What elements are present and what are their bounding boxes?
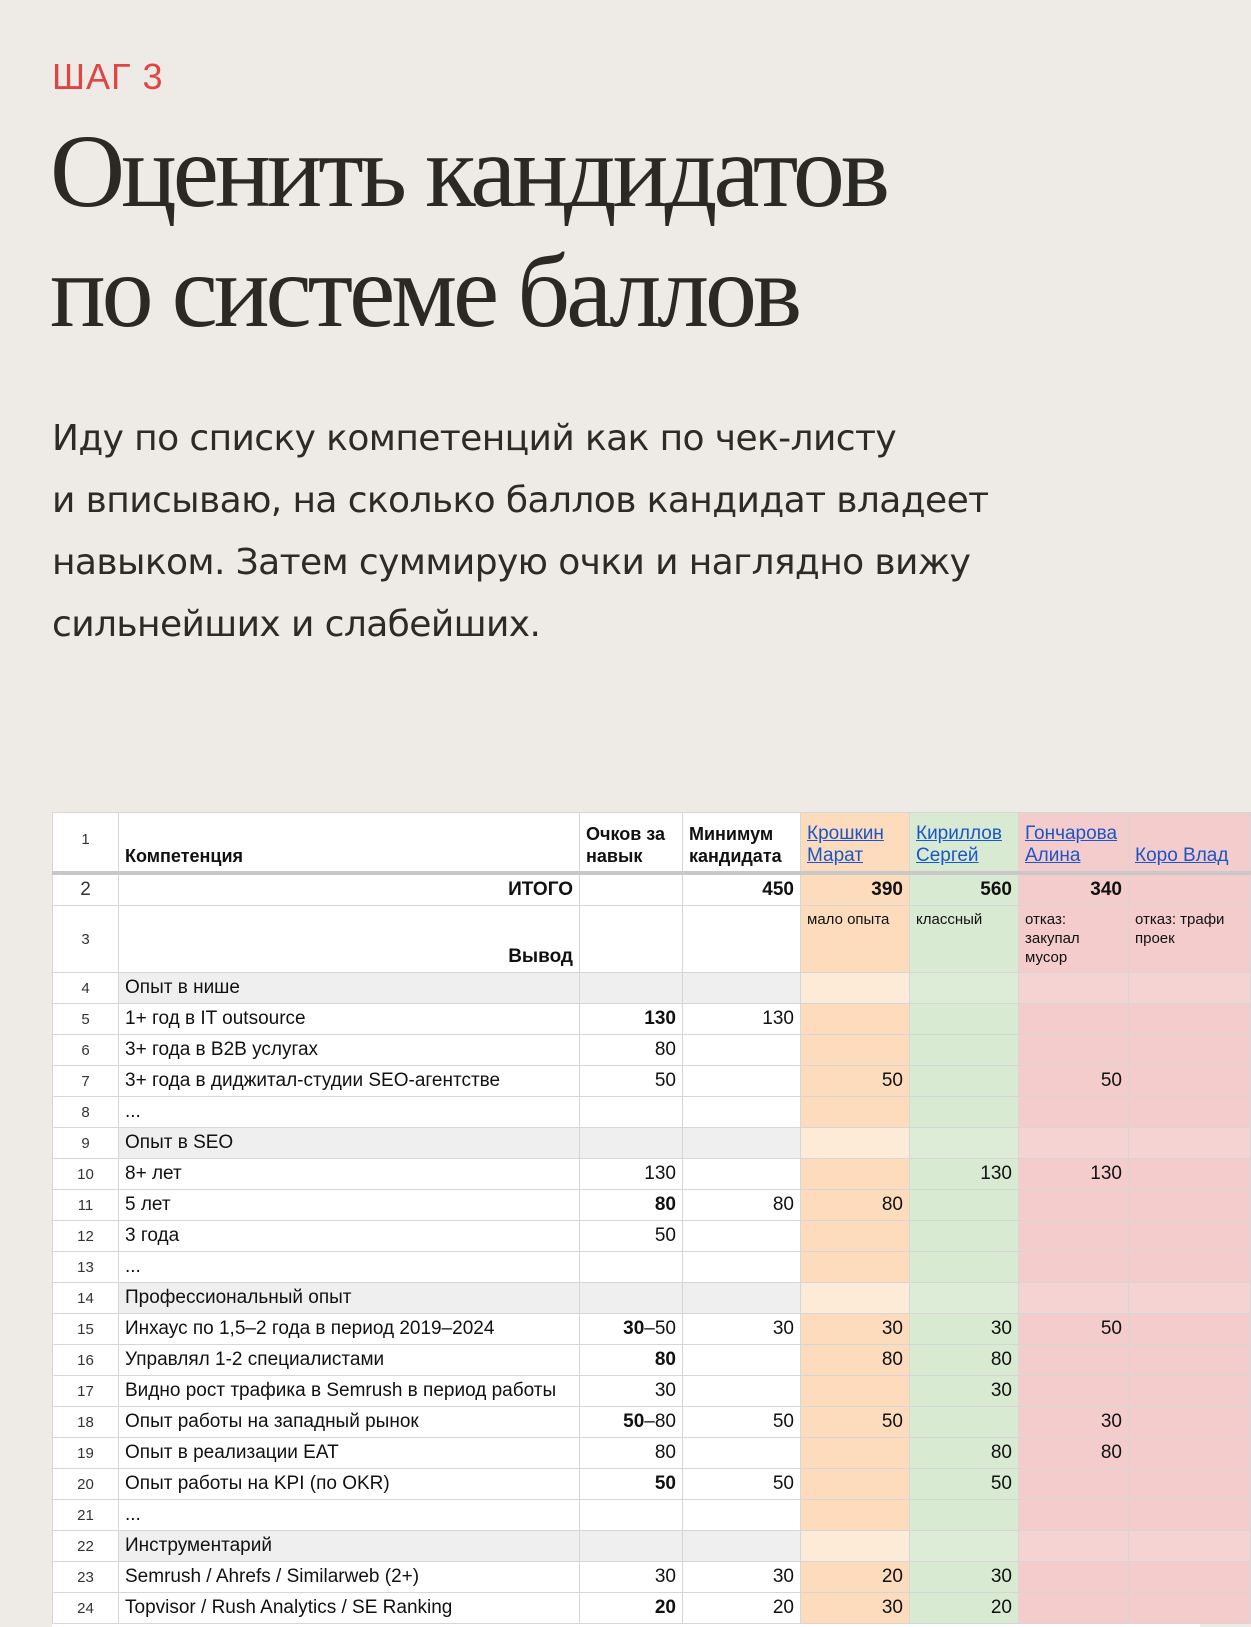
points-cell: 80 <box>580 1190 683 1221</box>
competence-row <box>53 1097 1251 1128</box>
section-title: Профессиональный опыт <box>119 1283 580 1314</box>
score-cell <box>910 1500 1019 1531</box>
total-score: 390 <box>801 873 910 906</box>
row-number: 4 <box>53 973 119 1004</box>
total-score <box>1129 873 1251 906</box>
score-cell <box>1129 1097 1251 1128</box>
score-cell <box>1129 1345 1251 1376</box>
score-cell <box>1129 1314 1251 1345</box>
scoring-spreadsheet <box>52 812 1229 1627</box>
competence-name: 1+ год в IT outsource <box>119 1004 580 1035</box>
points-cell: 80 <box>580 1438 683 1469</box>
header-candidate[interactable] <box>1129 813 1251 874</box>
minimum-cell <box>683 1438 801 1469</box>
candidate-link[interactable]: Крошкин Марат <box>807 823 884 866</box>
row-number: 17 <box>53 1376 119 1407</box>
score-cell: 50 <box>910 1469 1019 1500</box>
score-cell: 80 <box>1019 1438 1129 1469</box>
row-number: 20 <box>53 1469 119 1500</box>
minimum-cell <box>683 1345 801 1376</box>
row-number: 21 <box>53 1500 119 1531</box>
minimum-cell <box>683 973 801 1004</box>
points-cell <box>580 1097 683 1128</box>
competence-row <box>53 1004 1251 1035</box>
candidate-link[interactable]: Гончарова Алина <box>1025 823 1118 866</box>
section-title: Опыт в SEO <box>119 1128 580 1159</box>
row-number: 14 <box>53 1283 119 1314</box>
score-cell <box>1129 1562 1251 1593</box>
score-cell: 30 <box>910 1376 1019 1407</box>
minimum-cell: 30 <box>683 1314 801 1345</box>
score-cell <box>801 1376 910 1407</box>
competence-row <box>53 1190 1251 1221</box>
minimum-cell: 130 <box>683 1004 801 1035</box>
points-cell: 130 <box>580 1004 683 1035</box>
score-cell <box>1019 1469 1129 1500</box>
score-cell <box>1019 1376 1129 1407</box>
score-cell: 80 <box>910 1438 1019 1469</box>
score-cell <box>1129 1190 1251 1221</box>
score-cell <box>1019 1283 1129 1314</box>
minimum-cell <box>683 1097 801 1128</box>
score-cell <box>1129 1066 1251 1097</box>
score-cell <box>910 1531 1019 1562</box>
minimum-cell <box>683 1500 801 1531</box>
competence-name: ... <box>119 1252 580 1283</box>
score-cell <box>1129 1159 1251 1190</box>
competence-row <box>53 1593 1251 1624</box>
score-cell: 80 <box>801 1190 910 1221</box>
total-points <box>580 873 683 906</box>
points-max-value: –50 <box>644 1318 676 1339</box>
score-cell: 20 <box>801 1562 910 1593</box>
minimum-cell <box>683 1035 801 1066</box>
competence-name: 3+ года в диджитал-студии SEO-агентстве <box>119 1066 580 1097</box>
points-cell <box>580 1407 683 1438</box>
minimum-cell <box>683 1128 801 1159</box>
row-number: 18 <box>53 1407 119 1438</box>
competence-name: Видно рост трафика в Semrush в период работы <box>119 1376 580 1407</box>
score-cell <box>1019 973 1129 1004</box>
points-min-value: 30 <box>623 1318 645 1339</box>
minimum-cell: 50 <box>683 1407 801 1438</box>
competence-name: 3+ года в B2B услугах <box>119 1035 580 1066</box>
table-body <box>53 813 1251 1624</box>
points-cell: 50 <box>580 1469 683 1500</box>
score-cell: 30 <box>801 1314 910 1345</box>
row-number: 1 <box>53 813 119 874</box>
score-cell: 20 <box>910 1593 1019 1624</box>
score-cell: 30 <box>910 1314 1019 1345</box>
row-number: 23 <box>53 1562 119 1593</box>
score-cell <box>801 1438 910 1469</box>
score-cell <box>910 1097 1019 1128</box>
score-cell <box>801 1035 910 1066</box>
step-label: ШАГ 3 <box>52 56 164 97</box>
scoring-table <box>52 812 1251 1624</box>
minimum-cell <box>683 1252 801 1283</box>
competence-name: Инхаус по 1,5–2 года в период 2019–2024 <box>119 1314 580 1345</box>
points-cell <box>580 1128 683 1159</box>
score-cell <box>1129 1500 1251 1531</box>
lead-line: навыком. Затем суммирую очки и наглядно вижу <box>52 542 971 583</box>
section-row <box>53 1531 1251 1562</box>
section-title: Инструментарий <box>119 1531 580 1562</box>
lead-paragraph <box>52 408 1152 656</box>
points-cell <box>580 973 683 1004</box>
score-cell <box>801 1469 910 1500</box>
score-cell <box>1019 1004 1129 1035</box>
title-line: по системе баллов <box>50 234 799 349</box>
total-minimum: 450 <box>683 873 801 906</box>
header-candidate[interactable] <box>910 813 1019 874</box>
points-cell <box>580 1531 683 1562</box>
lead-line: и вписываю, на сколько баллов кандидат владеет <box>52 480 989 521</box>
score-cell <box>801 1531 910 1562</box>
score-cell <box>910 1252 1019 1283</box>
row-number: 5 <box>53 1004 119 1035</box>
minimum-cell: 30 <box>683 1562 801 1593</box>
score-cell <box>1019 1190 1129 1221</box>
section-row <box>53 973 1251 1004</box>
competence-row <box>53 1035 1251 1066</box>
score-cell <box>801 1252 910 1283</box>
row-number: 16 <box>53 1345 119 1376</box>
score-cell <box>801 1097 910 1128</box>
verdict-points <box>580 906 683 973</box>
score-cell <box>1129 973 1251 1004</box>
title-line: Оценить кандидатов <box>50 114 887 229</box>
minimum-cell: 50 <box>683 1469 801 1500</box>
score-cell <box>1019 1593 1129 1624</box>
competence-row <box>53 1376 1251 1407</box>
competence-row <box>53 1407 1251 1438</box>
page-title <box>50 112 886 352</box>
row-number: 12 <box>53 1221 119 1252</box>
score-cell <box>1019 1035 1129 1066</box>
minimum-cell: 80 <box>683 1190 801 1221</box>
score-cell <box>1129 1221 1251 1252</box>
score-cell <box>1129 1593 1251 1624</box>
competence-name: Опыт работы на KPI (по OKR) <box>119 1469 580 1500</box>
points-min-value: 50 <box>623 1411 645 1432</box>
section-title: Опыт в нише <box>119 973 580 1004</box>
points-cell: 50 <box>580 1221 683 1252</box>
score-cell <box>801 1500 910 1531</box>
total-score: 560 <box>910 873 1019 906</box>
score-cell <box>910 973 1019 1004</box>
score-cell <box>1129 1283 1251 1314</box>
score-cell <box>1019 1097 1129 1128</box>
points-cell: 30 <box>580 1376 683 1407</box>
competence-row <box>53 1066 1251 1097</box>
score-cell <box>1129 1252 1251 1283</box>
score-cell <box>1019 1345 1129 1376</box>
verdict-label: Вывод <box>119 906 580 973</box>
competence-name: 8+ лет <box>119 1159 580 1190</box>
section-row <box>53 1283 1251 1314</box>
score-cell <box>910 1004 1019 1035</box>
score-cell <box>910 1128 1019 1159</box>
points-cell: 20 <box>580 1593 683 1624</box>
competence-name: ... <box>119 1500 580 1531</box>
minimum-cell <box>683 1159 801 1190</box>
verdict-minimum <box>683 906 801 973</box>
score-cell: 50 <box>1019 1066 1129 1097</box>
score-cell <box>910 1221 1019 1252</box>
competence-name: 5 лет <box>119 1190 580 1221</box>
points-max-value: –80 <box>644 1411 676 1432</box>
header-points: Очков за навык <box>580 813 683 874</box>
row-number: 7 <box>53 1066 119 1097</box>
minimum-cell <box>683 1221 801 1252</box>
row-number: 19 <box>53 1438 119 1469</box>
points-cell: 30 <box>580 1562 683 1593</box>
competence-name: Semrush / Ahrefs / Similarweb (2+) <box>119 1562 580 1593</box>
score-cell <box>1019 1562 1129 1593</box>
competence-row <box>53 1252 1251 1283</box>
header-candidate[interactable] <box>1019 813 1129 874</box>
candidate-link[interactable]: Коро Влад <box>1135 845 1229 866</box>
total-label: ИТОГО <box>119 873 580 906</box>
lead-line: сильнейших и слабейших. <box>52 604 541 645</box>
row-number: 8 <box>53 1097 119 1128</box>
competence-name: 3 года <box>119 1221 580 1252</box>
score-cell: 50 <box>1019 1314 1129 1345</box>
competence-name: Опыт работы на западный рынок <box>119 1407 580 1438</box>
score-cell <box>1129 1469 1251 1500</box>
minimum-cell <box>683 1376 801 1407</box>
score-cell <box>1129 1376 1251 1407</box>
score-cell <box>801 973 910 1004</box>
score-cell: 130 <box>1019 1159 1129 1190</box>
row-number: 24 <box>53 1593 119 1624</box>
score-cell: 30 <box>801 1593 910 1624</box>
score-cell <box>801 1159 910 1190</box>
competence-row <box>53 1562 1251 1593</box>
row-number: 22 <box>53 1531 119 1562</box>
verdict-note: мало опыта <box>801 906 910 973</box>
score-cell <box>801 1004 910 1035</box>
score-cell <box>910 1407 1019 1438</box>
score-cell <box>1019 1531 1129 1562</box>
total-row <box>53 873 1251 906</box>
row-number: 2 <box>53 873 119 906</box>
verdict-note: классный <box>910 906 1019 973</box>
score-cell: 80 <box>910 1345 1019 1376</box>
score-cell: 50 <box>801 1066 910 1097</box>
score-cell: 80 <box>801 1345 910 1376</box>
competence-row <box>53 1314 1251 1345</box>
minimum-cell <box>683 1531 801 1562</box>
row-number: 6 <box>53 1035 119 1066</box>
score-cell <box>801 1283 910 1314</box>
score-cell <box>801 1128 910 1159</box>
competence-row <box>53 1500 1251 1531</box>
points-cell <box>580 1252 683 1283</box>
score-cell <box>1129 1407 1251 1438</box>
competence-row <box>53 1469 1251 1500</box>
row-number: 3 <box>53 906 119 973</box>
competence-row <box>53 1221 1251 1252</box>
points-cell <box>580 1314 683 1345</box>
lead-line: Иду по списку компетенций как по чек-листу <box>52 418 897 459</box>
row-number: 13 <box>53 1252 119 1283</box>
score-cell <box>1019 1128 1129 1159</box>
competence-name: Управлял 1-2 специалистами <box>119 1345 580 1376</box>
row-number: 9 <box>53 1128 119 1159</box>
score-cell <box>1129 1035 1251 1066</box>
header-competence: Компетенция <box>119 813 580 874</box>
header-row <box>53 813 1251 874</box>
verdict-note: отказ: трафи проек <box>1129 906 1251 973</box>
score-cell <box>910 1283 1019 1314</box>
header-candidate[interactable] <box>801 813 910 874</box>
competence-row <box>53 1438 1251 1469</box>
minimum-cell <box>683 1066 801 1097</box>
section-row <box>53 1128 1251 1159</box>
competence-name: Опыт в реализации EAT <box>119 1438 580 1469</box>
competence-row <box>53 1345 1251 1376</box>
score-cell <box>910 1190 1019 1221</box>
row-number: 11 <box>53 1190 119 1221</box>
header-minimum: Минимум кандидата <box>683 813 801 874</box>
score-cell <box>1129 1531 1251 1562</box>
points-cell: 80 <box>580 1345 683 1376</box>
points-cell: 50 <box>580 1066 683 1097</box>
score-cell: 30 <box>910 1562 1019 1593</box>
row-number: 10 <box>53 1159 119 1190</box>
verdict-row <box>53 906 1251 973</box>
score-cell <box>910 1066 1019 1097</box>
points-cell: 80 <box>580 1035 683 1066</box>
competence-name: ... <box>119 1097 580 1128</box>
score-cell <box>1019 1500 1129 1531</box>
minimum-cell: 20 <box>683 1593 801 1624</box>
score-cell: 130 <box>910 1159 1019 1190</box>
score-cell <box>1129 1004 1251 1035</box>
total-score: 340 <box>1019 873 1129 906</box>
points-cell <box>580 1500 683 1531</box>
score-cell: 50 <box>801 1407 910 1438</box>
minimum-cell <box>683 1283 801 1314</box>
verdict-note: отказ: закупал мусор <box>1019 906 1129 973</box>
competence-row <box>53 1159 1251 1190</box>
score-cell <box>1019 1252 1129 1283</box>
points-cell: 130 <box>580 1159 683 1190</box>
score-cell <box>1129 1438 1251 1469</box>
score-cell <box>801 1221 910 1252</box>
competence-name: Topvisor / Rush Analytics / SE Ranking <box>119 1593 580 1624</box>
score-cell: 30 <box>1019 1407 1129 1438</box>
points-cell <box>580 1283 683 1314</box>
score-cell <box>910 1035 1019 1066</box>
score-cell <box>1129 1128 1251 1159</box>
row-number: 15 <box>53 1314 119 1345</box>
candidate-link[interactable]: Кириллов Сергей <box>916 823 1002 866</box>
score-cell <box>1019 1221 1129 1252</box>
